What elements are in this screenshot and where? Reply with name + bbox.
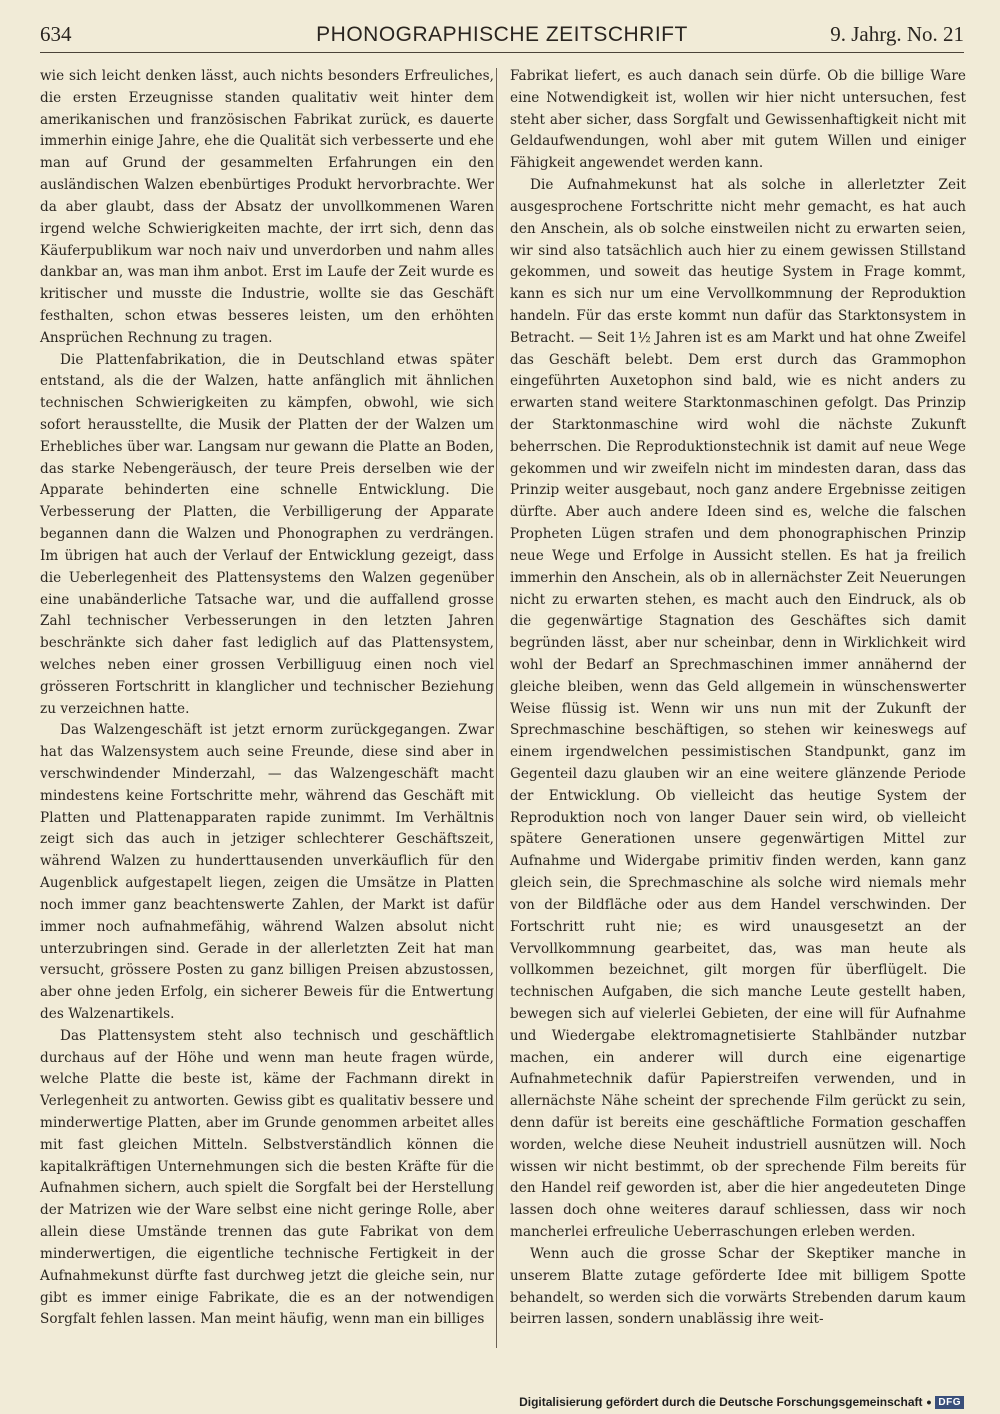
page-number: 634: [40, 22, 72, 46]
separator-dot-icon: •: [926, 1394, 932, 1410]
paragraph: Fabrikat liefert, es auch danach sein dürfe. Ob die billige Ware eine Notwendigkeit ist, wollen wir hier nicht untersuchen, fest steht aber sicher, dass Sorgfalt und Gewissenhaftigkeit nicht mit Geldaufwendungen, wohl aber mit gutem Willen und einiger Fähigkeit angewendet werden kann.: [510, 68, 966, 172]
credit-text: Digitalisierung gefördert durch die Deutsche Forschungsgemeinschaft: [519, 1395, 923, 1409]
page-header: [40, 22, 964, 53]
paragraph: Die Aufnahmekunst hat als solche in allerletzter Zeit ausgesprochene Fortschritte nicht mehr gemacht, es hat auch den Anschein, als ob solche einstweilen nicht zu erwarten seien, wir sind also tatsächlich auch hier zu einem gewissen Stillstand gekommen, und soweit das heutige System in Frage kommt, kann es sich nur um eine Vervollkommnung der Reproduktion handeln. Für das erste kommt nun dafür das Starktonsystem in Betracht. — Seit 1½ Jahren ist es am Markt und hat ohne Zweifel das Geschäft belebt. Dem erst durch das Grammophon eingeführten Auxetophon sind bald, wie es nicht anders zu erwarten stand weitere Starktonmaschinen gefolgt. Das Prinzip der Starktonmaschine wird wohl die nächste Zukunft beherrschen. Die Reproduktionstechnik ist damit auf neue Wege gekommen und wir zweifeln nicht im mindesten daran, dass das Prinzip weiter ausgebaut, noch ganz andere Ergebnisse zeitigen dürfte. Aber auch andere Ideen sind es, welche die falschen Propheten Lügen strafen und dem phonographischen Prinzip neue Wege und Erfolge in Aussicht stellen. Es hat ja freilich immerhin den Anschein, als ob in allernächster Zeit Neuerungen nicht zu erwarten stehen, es macht auch den Eindruck, als ob die gegenwärtige Stagnation des Geschäftes sich damit begründen lässt, aber nur scheinbar, denn in Wirklichkeit wird wohl der Bedarf an Sprechmaschinen immer annähernd der gleiche bleiben, wenn das Geld allgemein in wünschenswerter Weise flüssig ist. Wenn wir uns nun mit der Zukunft der Sprechmaschine beschäftigen, so stehen wir keineswegs auf einem irgendwelchen pessimistischen Standpunkt, ganz im Gegenteil dazu glauben wir an eine weitere glänzende Periode der Entwicklung. Ob vielleicht das heutige System der Reproduktion noch von langer Dauer sein wird, ob vielleicht spätere Generationen unsere gegenwärtigen Mittel zur Aufnahme und Widergabe primitiv finden werden, kann ganz gleich sein, die Sprechmaschine als solche wird niemals mehr von der Bildfläche oder aus dem Handel verschwinden. Der Fortschritt ruht nie; es wird unausgesetzt an der Vervollkommnung gearbeitet, das, was man heute als vollkommen bezeichnet, gilt morgen für überflügelt. Die technischen Aufgaben, die sich manche Leute gestellt haben, bewegen sich auf vielerlei Gebieten, der eine will für Aufnahme und Wiedergabe elektromagnetisierte Stahlbänder nutzbar machen, ein anderer will durch eine eigenartige Aufnahmetechnik dafür Papierstreifen verwenden, und in allernächste Nähe scheint der sprechende Film gerückt zu sein, denn dafür ist bereits eine geschäftliche Formation geschaffen worden, welche diese Neuheit industriell ausnützen will. Noch wissen wir nicht bestimmt, ob der sprechende Film bereits für den Handel reif geworden ist, aber die hier angedeuteten Dinge lassen doch ohne weiteres darauf schliessen, dass wir noch mancherlei erfreuliche Ueberraschungen erleben werden.: [510, 177, 966, 1241]
dfg-logo-icon: DFG: [935, 1396, 964, 1409]
column-divider: [496, 68, 497, 1348]
paragraph: Das Walzengeschäft ist jetzt ernorm zurückgegangen. Zwar hat das Walzensystem auch seine Freunde, diese sind aber in verschwindender Minderzahl, — das Walzengeschäft macht mindestens keine Fortschritte mehr, während das Geschäft mit Platten und Plattenapparaten rapide zunimmt. Im Verhältnis zeigt sich das auch in jetziger schlechterer Geschäftszeit, während Walzen zu hunderttausenden unverkäuflich für den Augenblick aufgestapelt liegen, zeigen die Umsätze in Platten noch immer ganz beachtenswerte Zahlen, der Markt ist dafür immer noch aufnahmefähig, während Walzen absolut nicht unterzubringen sind. Gerade in der allerletzten Zeit hat man versucht, grössere Posten zu ganz billigen Preisen abzustossen, aber ohne jeden Erfolg, ein sicherer Beweis für die Entwertung des Walzenartikels.: [40, 722, 494, 1022]
paragraph: Die Plattenfabrikation, die in Deutschland etwas später entstand, als die der Walzen, hatte anfänglich mit ähnlichen technischen Schwierigkeiten zu kämpfen, obwohl, wie sich sofort herausstellte, die Musik der Platten der der Walzen um Erhebliches über war. Langsam nur gewann die Platte an Boden, das starke Nebengeräusch, der teure Preis derselben wie der Apparate behinderten eine schnelle Entwicklung. Die Verbesserung der Platten, die Verbilligerung der Apparate begannen dann die Walzen und Phonographen zu verdrängen. Im übrigen hat auch der Verlauf der Entwicklung gezeigt, dass die Ueberlegenheit des Plattensystems den Walzen gegenüber eine unabänderliche Tatsache war, und die auffallend grosse Zahl technischer Verbesserungen in den letzten Jahren beschränkte sich daher fast lediglich auf das Plattensystem, welches neben einer grossen Verbilliguug einen noch viel grösseren Fortschritt in klanglicher und technischer Beziehung zu verzeichnen hatte.: [40, 351, 494, 717]
right-column: [510, 66, 966, 1331]
page-footer: [0, 1390, 1000, 1414]
left-column: [40, 66, 494, 1331]
issue-label: 9. Jahrg. No. 21: [830, 22, 964, 46]
paragraph: Das Plattensystem steht also technisch und geschäftlich durchaus auf der Höhe und wenn man heute fragen würde, welche Platte die beste ist, käme der Fachmann direkt in Verlegenheit zu antworten. Gewiss gibt es qualitativ bessere und minderwertige Platten, aber im Grunde genommen arbeitet alles mit fast gleichen Mitteln. Selbstverständlich können die kapitalkräftigen Unternehmungen sich die besten Kräfte für die Aufnahmen sichern, auch spielt die Sorgfalt bei der Herstellung der Matrizen wie der Ware selbst eine nicht geringe Rolle, aber allein diese Umstände trennen das gute Fabrikat von dem minderwertigen, die eigentliche technische Fertigkeit in der Aufnahmekunst dürfte fast durchweg jetzt die gleiche sein, nur gibt es immer einige Fabrikate, die es an der notwendigen Sorgfalt fehlen lassen. Man meint häufig, wenn man ein billiges: [40, 1027, 494, 1328]
journal-title: PHONOGRAPHISCHE ZEITSCHRIFT: [316, 23, 688, 46]
digitization-credit: [519, 1392, 964, 1412]
paragraph: Wenn auch die grosse Schar der Skeptiker manche in unserem Blatte zutage geförderte Idee mit billigem Spotte behandelt, so werden sich die vorwärts Strebenden darum kaum beirren lassen, sondern unablässig ihre weit-: [510, 1245, 966, 1328]
paragraph: wie sich leicht denken lässt, auch nichts besonders Erfreuliches, die ersten Erzeugnisse standen qualitativ weit hinter dem amerikanischen und französischen Fabrikat zurück, es dauerte immerhin einige Jahre, ehe die Qualität sich verbesserte und ehe man auf Grund der gesammelten Erfahrungen ein den ausländischen Walzen ebenbürtiges Produkt hervorbrachte. Wer da aber glaubt, dass der Absatz der unvollkommenen Waren irgend welche Schwierigkeiten machte, der irrt sich, denn das Käuferpublikum war noch naiv und unverdorben und nahm alles dankbar an, was man ihm anbot. Erst im Laufe der Zeit wurde es kritischer und musste die Industrie, wollte sie das Geschäft festhalten, schon etwas besseres leisten, um den erhöhten Ansprüchen Rechnung zu tragen.: [40, 68, 494, 346]
